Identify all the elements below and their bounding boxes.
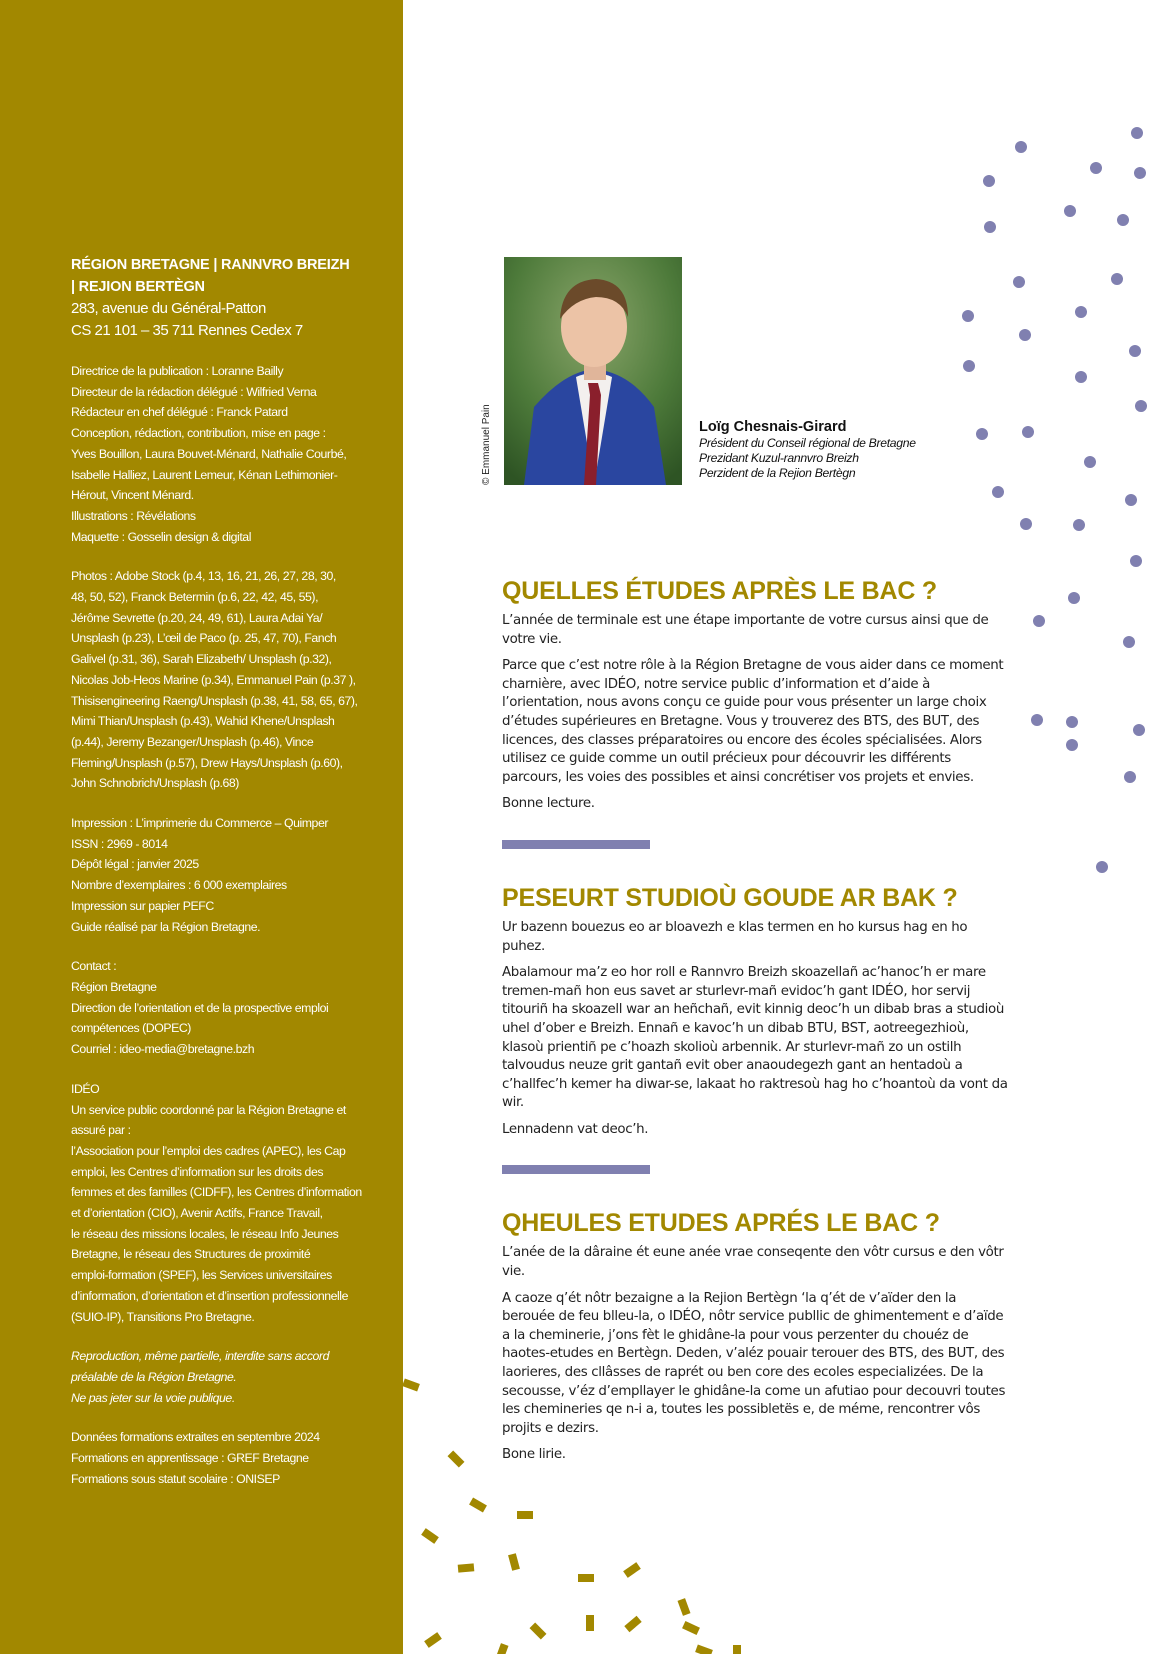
sidebar-line: Maquette : Gosselin design & digital — [71, 529, 251, 544]
sidebar-line: préalable de la Région Bretagne. — [71, 1369, 237, 1384]
sidebar-line: Nicolas Job-Heos Marine (p.34), Emmanuel Pain (p.37 ), — [71, 672, 356, 687]
sidebar-line: l’Association pour l’emploi des cadres (APEC), les Cap — [71, 1143, 346, 1158]
sidebar-line: assuré par : — [71, 1123, 131, 1138]
dash — [733, 1645, 741, 1654]
sidebar-line: Conception, rédaction, contribution, mise en page : — [71, 426, 326, 441]
sidebar-line: Photos : Adobe Stock (p.4, 13, 16, 21, 26, 27, 28, 30, — [71, 569, 336, 584]
sidebar-line: Thisisengineering Raeng/Unsplash (p.38, 41, 58, 65, 67), — [71, 693, 358, 708]
editorial-content — [502, 576, 1008, 1473]
contact-info — [71, 956, 371, 1060]
dash — [402, 1379, 420, 1392]
sidebar-line: et d’orientation (CIO), Avenir Actifs, France Travail, — [71, 1206, 323, 1221]
sidebar-line: Un service public coordonné par la Région Bretagne et — [71, 1102, 346, 1117]
dash — [623, 1562, 641, 1578]
sidebar-line: compétences (DOPEC) — [71, 1021, 191, 1036]
person-role: Président du Conseil régional de Bretagne — [699, 436, 916, 450]
dash — [496, 1643, 509, 1654]
legal-notice — [71, 1346, 371, 1408]
sidebar-line: Unsplash (p.23), L’œil de Paco (p. 25, 47, 70), Fanch — [71, 631, 337, 646]
sidebar-line: Nombre d’exemplaires : 6 000 exemplaires — [71, 878, 287, 893]
sidebar-line: Formations en apprentissage : GREF Bretagne — [71, 1451, 309, 1466]
portrait-caption — [699, 418, 916, 481]
editorial-credits — [71, 361, 371, 547]
sidebar-line: d’information, d’orientation et d’insertion professionnelle — [71, 1288, 348, 1303]
photo-credit: © Emmanuel Pain — [481, 404, 492, 485]
sidebar-line: (p.44), Jeremy Bezanger/Unsplash (p.46), Vince — [71, 734, 314, 749]
sidebar-line: Illustrations : Révélations — [71, 508, 196, 523]
dash — [678, 1598, 691, 1616]
dash — [458, 1563, 475, 1572]
sidebar-line: Ne pas jeter sur la voie publique. — [71, 1390, 235, 1405]
section-separator — [502, 840, 650, 849]
sidebar-line: Rédacteur en chef délégué : Franck Patard — [71, 405, 288, 420]
sidebar-line: Région Bretagne — [71, 979, 157, 994]
paragraph: Lennadenn vat deoc’h. — [502, 1121, 649, 1137]
sidebar-line: Formations sous statut scolaire : ONISEP — [71, 1471, 280, 1486]
sidebar-line: emploi-formation (SPEF), les Services universitaires — [71, 1268, 332, 1283]
sidebar-line: John Schnobrich/Unsplash (p.68) — [71, 776, 239, 791]
portrait-illustration — [504, 257, 682, 485]
sidebar-line: emploi, les Centres d’information sur les droits des — [71, 1164, 324, 1179]
dash — [448, 1451, 465, 1468]
sidebar-line: Impression : L’imprimerie du Commerce – Quimper — [71, 816, 328, 831]
paragraph: L’année de terminale est une étape importante de votre cursus ainsi que de votre vie. — [502, 613, 989, 647]
sidebar-line: Directeur de la rédaction délégué : Wilfried Verna — [71, 384, 317, 399]
section-separator — [502, 1165, 650, 1174]
sidebar-line: Guide réalisé par la Région Bretagne. — [71, 919, 261, 934]
ideo-info — [71, 1079, 371, 1327]
sidebar-line: Galivel (p.31, 36), Sarah Elizabeth/ Unsplash (p.32), — [71, 652, 332, 667]
sidebar-line: Dépôt légal : janvier 2025 — [71, 857, 199, 872]
section-gallo — [502, 1208, 1008, 1465]
person-role: Perzident de la Rejion Bertègn — [699, 466, 856, 480]
sidebar-line: Impression sur papier PEFC — [71, 898, 214, 913]
sidebar-line: (SUIO-IP), Transitions Pro Bretagne. — [71, 1309, 255, 1324]
section-heading: QUELLES ÉTUDES APRÈS LE BAC ? — [502, 577, 937, 605]
paragraph: L’anée de la dâraine ét eune anée vrae conseqente den vôtr cursus e den vôtr vie. — [502, 1245, 1004, 1280]
org-title: RÉGION BRETAGNE | RANNVRO BREIZH | REJION BERTÈGN — [71, 257, 350, 295]
section-breton — [502, 883, 1008, 1140]
paragraph: Parce que c’est notre rôle à la Région Bretagne de vous aider dans ce moment charnière, avec IDÉO, notre service public d’information et d’aide à l’orientation, nous avons conçu ce guide pour vous présenter un large choix d’études supérieures en Bretagne. Vous y trouverez des BTS, des BUT, des licences, des classes préparatoires ou encore des écoles spécialisées. Alors utilisez ce guide comme un outil précieux pour découvrir les différents parcours, les voies des possibles et ainsi concrétiser vos projets et envies. — [502, 658, 1004, 785]
paragraph: Bone lirie. — [502, 1447, 566, 1463]
sidebar-line: Reproduction, même partielle, interdite sans accord — [71, 1349, 329, 1364]
sidebar-line: Yves Bouillon, Laura Bouvet-Ménard, Nathalie Courbé, — [71, 446, 347, 461]
paragraph: Ur bazenn bouezus eo ar bloavezh e klas termen en ho kursus hag en ho puhez. — [502, 919, 968, 954]
sidebar-line: Jérôme Sevrette (p.20, 24, 49, 61), Laura Adai Ya/ — [71, 610, 323, 625]
dash — [624, 1616, 641, 1632]
section-french — [502, 576, 1008, 814]
data-sources — [71, 1427, 371, 1489]
sidebar-credits — [71, 254, 371, 1489]
sidebar-line: Directrice de la publication : Loranne Bailly — [71, 364, 284, 378]
sidebar-line: Données formations extraites en septembre 2024 — [71, 1430, 320, 1445]
section-heading: PESEURT STUDIOÙ GOUDE AR BAK ? — [502, 883, 958, 912]
sidebar-line: 48, 50, 52), Franck Betermin (p.6, 22, 42, 45, 55), — [71, 590, 319, 605]
dash — [695, 1645, 713, 1654]
sidebar-line: le réseau des missions locales, le réseau Info Jeunes — [71, 1226, 339, 1241]
sidebar-line: Contact : — [71, 959, 117, 974]
dash — [578, 1574, 594, 1582]
sidebar-line: IDÉO — [71, 1081, 100, 1096]
dash — [530, 1623, 547, 1640]
portrait-photo — [504, 257, 682, 485]
dash — [517, 1511, 533, 1519]
dash — [586, 1615, 594, 1631]
sidebar-line: Courriel : ideo-media@bretagne.bzh — [71, 1042, 255, 1057]
person-role: Prezidant Kuzul-rannvro Breizh — [699, 451, 859, 465]
sidebar-line: ISSN : 2969 - 8014 — [71, 836, 168, 851]
dash — [682, 1621, 700, 1635]
sidebar-line: femmes et des familles (CIDFF), les Centres d’information — [71, 1185, 362, 1200]
sidebar-line: Isabelle Halliez, Laurent Lemeur, Kénan Lethimonier- — [71, 467, 338, 482]
org-address: 283, avenue du Général-Patton CS 21 101 – 35 711 Rennes Cedex 7 — [71, 300, 303, 339]
sidebar-line: Mimi Thian/Unsplash (p.43), Wahid Khene/Unsplash — [71, 714, 335, 729]
paragraph: Bonne lecture. — [502, 796, 595, 812]
paragraph: A caoze q’ét nôtr bezaigne a la Rejion Bertègn ‘la q’ét de v’aïder den la berouée de feu blleu-la, o IDÉO, nôtr service publlic de ghimentement e d’aïde a la cheminerie, j’ons fèt le ghidâne-la pour vous perzenter du chouéz de haotes-etudes en Bertègn. Deden, v’aléz pouair terouer des BTS, des BUT, des laorieres, des cllâsses de raprét ou ben core des ecoles especializées. De la secousse, v’éz d’empllayer le ghidâne-la come un afutiao pour decouvri toutes les chemineries qe n-i a, toutes les possibletës e, de méme, rencontrer vôs projits e dezirs. — [502, 1290, 1006, 1436]
dash — [424, 1632, 442, 1648]
printing-info — [71, 813, 371, 937]
sidebar-line: Bretagne, le réseau des Structures de proximité — [71, 1247, 311, 1262]
paragraph: Abalamour ma’z eo hor roll e Rannvro Breizh skoazellañ ac’hanoc’h er mare tremen-mañ hon eus savet ar sturlevr-mañ evidoc’h gant IDÉO, hor servij titouriñ ha skoazell war an heñchañ, evit kinnig deoc’h un dibab bras a studioù uhel d’ober e Breizh. Ennañ e kavoc’h un dibab BTU, BST, aotreegezhioù, klasoù prientiñ pe c’hoazh skolioù arbennik. Ar sturlevr-mañ zo un ostilh talvoudus neuze grit gantañ evit ober anaoudegezh gant an hentadoù a c’hallfec’h kemer ha diwar-se, lakaat ho raktresoù hag ho c’hoantoù da vont da wir. — [502, 965, 1008, 1111]
section-heading: QHEULES ETUDES APRÉS LE BAC ? — [502, 1209, 940, 1238]
person-name: Loïg Chesnais-Girard — [699, 419, 847, 435]
dash — [508, 1553, 520, 1571]
dash — [421, 1528, 439, 1544]
sidebar-line: Direction de l’orientation et de la prospective emploi — [71, 1000, 329, 1015]
sidebar-line: Hérout, Vincent Ménard. — [71, 488, 194, 503]
dash — [469, 1498, 487, 1513]
photo-credits — [71, 566, 371, 794]
sidebar-line: Fleming/Unsplash (p.57), Drew Hays/Unsplash (p.60), — [71, 755, 343, 770]
